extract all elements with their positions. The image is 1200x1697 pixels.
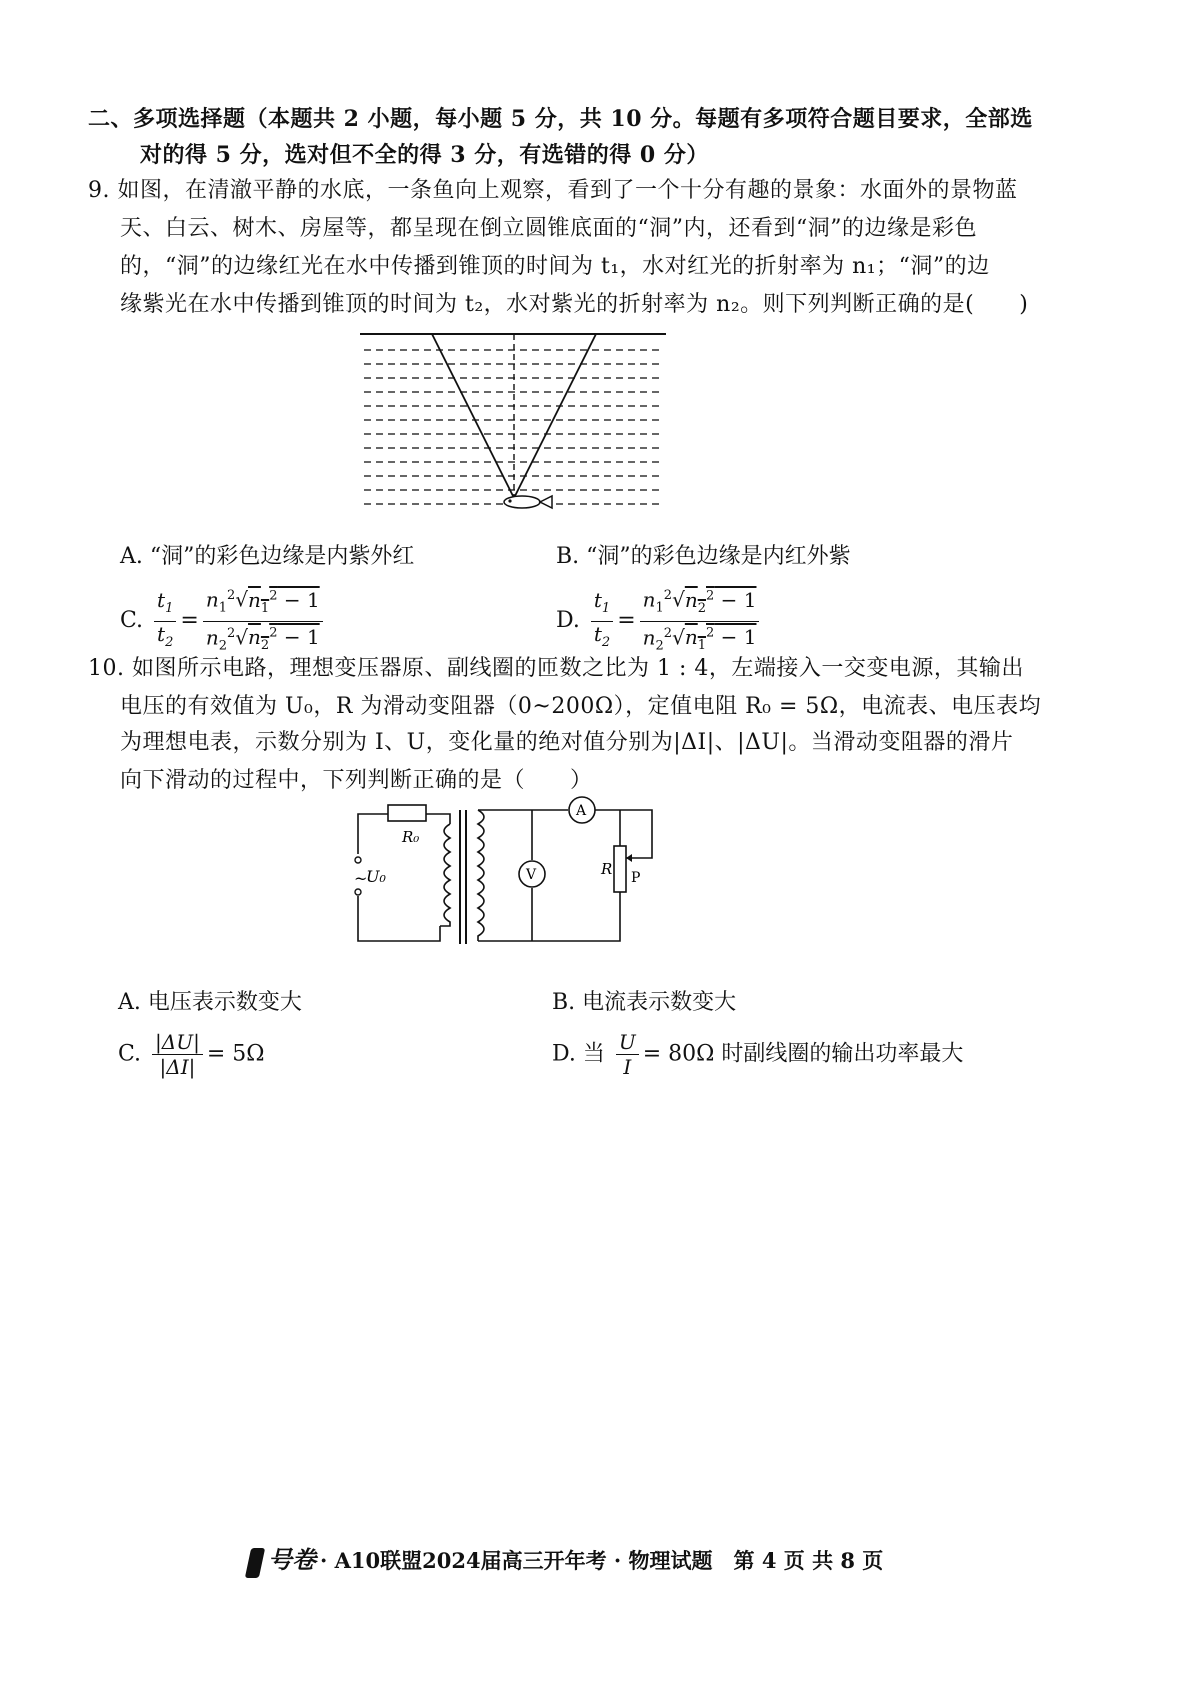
q9-option-a[interactable]: A. “洞”的彩色边缘是内紫外红 (120, 544, 415, 569)
brand-logo-icon (245, 1548, 265, 1578)
q9-option-c-label: C. (120, 608, 144, 634)
resistor-r0 (388, 805, 426, 821)
cone-right-edge (514, 334, 596, 498)
q9-option-d-rhs-fraction: $\frac{n_1^2√n_2^2 - 1}{n_2^2√n_1^2 - 1}$ (640, 584, 760, 658)
q10-option-d[interactable] (552, 1030, 963, 1079)
q10-option-d-rhs: = 80Ω 时副线圈的输出功率最大 (642, 1041, 964, 1067)
water-dashes (364, 350, 660, 504)
q10-line4: 向下滑动的过程中，下列判断正确的是（ ） (120, 768, 593, 793)
q9-option-d[interactable]: D. $\frac{t_1}{t_2}$ = $\frac{n_1^2√n_2^2 - 1}{n_2^2√n_1^2 - 1}$ (556, 584, 763, 658)
q10-option-b[interactable]: B. 电流表示数变大 (552, 990, 737, 1015)
section-heading-line1: 二、多项选择题（本题共 2 小题，每小题 5 分，共 10 分。每题有多项符合题目要求，全部选 (88, 106, 1033, 132)
q9-option-b[interactable]: B. “洞”的彩色边缘是内红外紫 (556, 544, 851, 569)
footer-text: · A10联盟2024届高三开年考 · 物理试题 第 4 页 共 8 页 (320, 1548, 884, 1573)
q10-option-d-fraction: $\frac{U}{I}$ (616, 1030, 639, 1079)
ammeter-label: A (576, 803, 587, 819)
secondary-coil (478, 810, 484, 941)
label-r: R (601, 860, 613, 878)
voltmeter-label: V (526, 867, 537, 883)
q10-option-c[interactable] (118, 1030, 265, 1079)
label-r0: R₀ (402, 828, 420, 846)
q10-option-a[interactable]: A. 电压表示数变大 (118, 990, 302, 1015)
brand-logo-text: 号卷 (268, 1545, 316, 1574)
q9-line1: 9. 如图，在清澈平静的水底，一条鱼向上观察，看到了一个十分有趣的景象：水面外的景物蓝 (88, 178, 1018, 203)
q9-line4: 缘紫光在水中传播到锥顶的时间为 t₂，水对紫光的折射率为 n₂。则下列判断正确的是( ) (120, 292, 1029, 317)
q10-circuit-figure (350, 796, 670, 956)
label-u0: U₀ (366, 867, 386, 886)
q9-option-c[interactable]: C. $\frac{t_1}{t_2}$ = $\frac{n_1^2√n_1^2 - 1}{n_2^2√n_2^2 - 1}$ (120, 584, 327, 658)
q10-option-c-label: C. (118, 1041, 142, 1067)
q9-option-d-label: D. (556, 608, 580, 634)
q9-line3: 的，“洞”的边缘红光在水中传播到锥顶的时间为 t₁，水对红光的折射率为 n₁；“洞”的边 (120, 254, 990, 279)
page-footer (248, 1540, 883, 1578)
q10-line1: 10. 如图所示电路，理想变压器原、副线圈的匝数之比为 1 : 4，左端接入一交变电源，其输出 (88, 656, 1024, 681)
q9-option-c-rhs-fraction: $\frac{n_1^2√n_1^2 - 1}{n_2^2√n_2^2 - 1}$ (203, 584, 323, 658)
q9-option-c-lhs-fraction: $\frac{t_1}{t_2}$ (154, 588, 176, 655)
primary-coil (440, 824, 450, 926)
label-p: P (631, 870, 641, 886)
slider-p-arrow (626, 854, 632, 862)
q9-water-cone-figure (360, 330, 670, 520)
primary-wire (358, 814, 388, 854)
q10-line2: 电压的有效值为 U₀，R 为滑动变阻器（0~200Ω），定值电阻 R₀ = 5Ω，电流表、电压表均 (120, 694, 1042, 719)
q10-line3: 为理想电表，示数分别为 I、U，变化量的绝对值分别为|ΔI|、|ΔU|。当滑动变阻器的滑片 (120, 730, 1014, 755)
q9-line2: 天、白云、树木、房屋等，都呈现在倒立圆锥底面的“洞”内，还看到“洞”的边缘是彩色 (120, 216, 977, 241)
ac-source-icon: ~ (354, 869, 368, 888)
q10-option-d-prefix: D. 当 (552, 1041, 605, 1067)
q10-option-c-rhs: = 5Ω (206, 1041, 265, 1067)
fish-icon (504, 496, 552, 508)
rheostat-r (614, 846, 626, 892)
cone-left-edge (432, 334, 514, 498)
section-heading-line2: 对的得 5 分，选对但不全的得 3 分，有选错的得 0 分） (140, 142, 709, 168)
q9-option-d-lhs-fraction: $\frac{t_1}{t_2}$ (591, 588, 613, 655)
q10-option-c-fraction: $\frac{|\Delta U|}{|\Delta I|}$ (152, 1030, 203, 1079)
